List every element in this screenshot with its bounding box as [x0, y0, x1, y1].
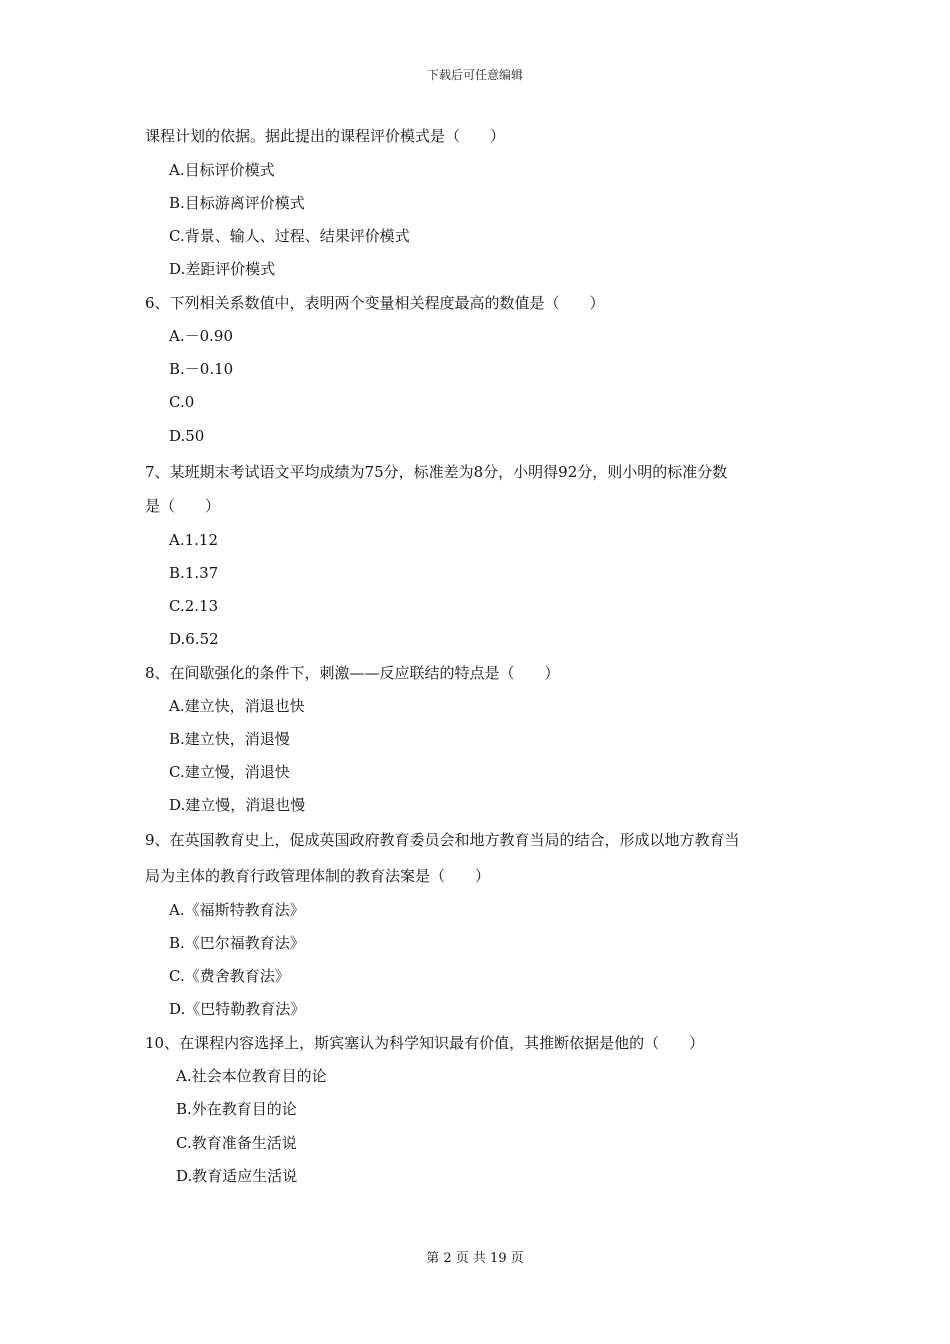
option-d: D.《巴特勒教育法》: [169, 1000, 306, 1018]
question-stem-continued: 局为主体的教育行政管理体制的教育法案是（ ）: [145, 867, 491, 885]
option-b: B.1.37: [169, 564, 219, 582]
option-c: C.建立慢，消退快: [169, 763, 290, 781]
question-stem: 9、在英国教育史上，促成英国政府教育委员会和地方教育当局的结合，形成以地方教育当: [145, 831, 740, 849]
option-c: C.2.13: [169, 597, 219, 615]
option-a: A.目标评价模式: [169, 161, 275, 179]
question-stem: 8、在间歇强化的条件下，刺激——反应联结的特点是（ ）: [145, 664, 560, 682]
option-d: D.50: [169, 427, 205, 445]
option-b: B.建立快，消退慢: [169, 730, 290, 748]
question-stem-continued: 是（ ）: [145, 497, 221, 515]
question-stem: 课程计划的依据。据此提出的课程评价模式是（ ）: [145, 127, 506, 145]
option-a: A.建立快，消退也快: [169, 697, 305, 715]
option-d: D.教育适应生活说: [176, 1167, 298, 1185]
question-stem: 6、下列相关系数值中，表明两个变量相关程度最高的数值是（ ）: [145, 294, 605, 312]
option-b: B.目标游离评价模式: [169, 194, 305, 212]
option-a: A.－0.90: [169, 327, 233, 345]
option-c: C.背景、输人、过程、结果评价模式: [169, 227, 410, 245]
option-b: B.－0.10: [169, 360, 234, 378]
option-a: A.社会本位教育目的论: [176, 1067, 327, 1085]
option-d: D.建立慢，消退也慢: [169, 796, 306, 814]
option-b: B.外在教育目的论: [176, 1100, 297, 1118]
option-a: A.《福斯特教育法》: [169, 901, 305, 919]
question-stem: 7、某班期末考试语文平均成绩为75分，标准差为8分，小明得92分，则小明的标准分数: [145, 463, 728, 481]
option-c: C.教育准备生活说: [176, 1134, 297, 1152]
page-header: 下载后可任意编辑: [426, 68, 523, 82]
option-d: D.6.52: [169, 630, 219, 648]
option-a: A.1.12: [169, 531, 218, 549]
option-b: B.《巴尔福教育法》: [169, 934, 305, 952]
question-stem: 10、在课程内容选择上，斯宾塞认为科学知识最有价值，其推断依据是他的（ ）: [145, 1034, 705, 1052]
page-footer: 第 2 页 共 19 页: [426, 1251, 524, 1266]
option-c: C.0: [169, 393, 195, 411]
option-c: C.《费舍教育法》: [169, 967, 290, 985]
option-d: D.差距评价模式: [169, 260, 276, 278]
